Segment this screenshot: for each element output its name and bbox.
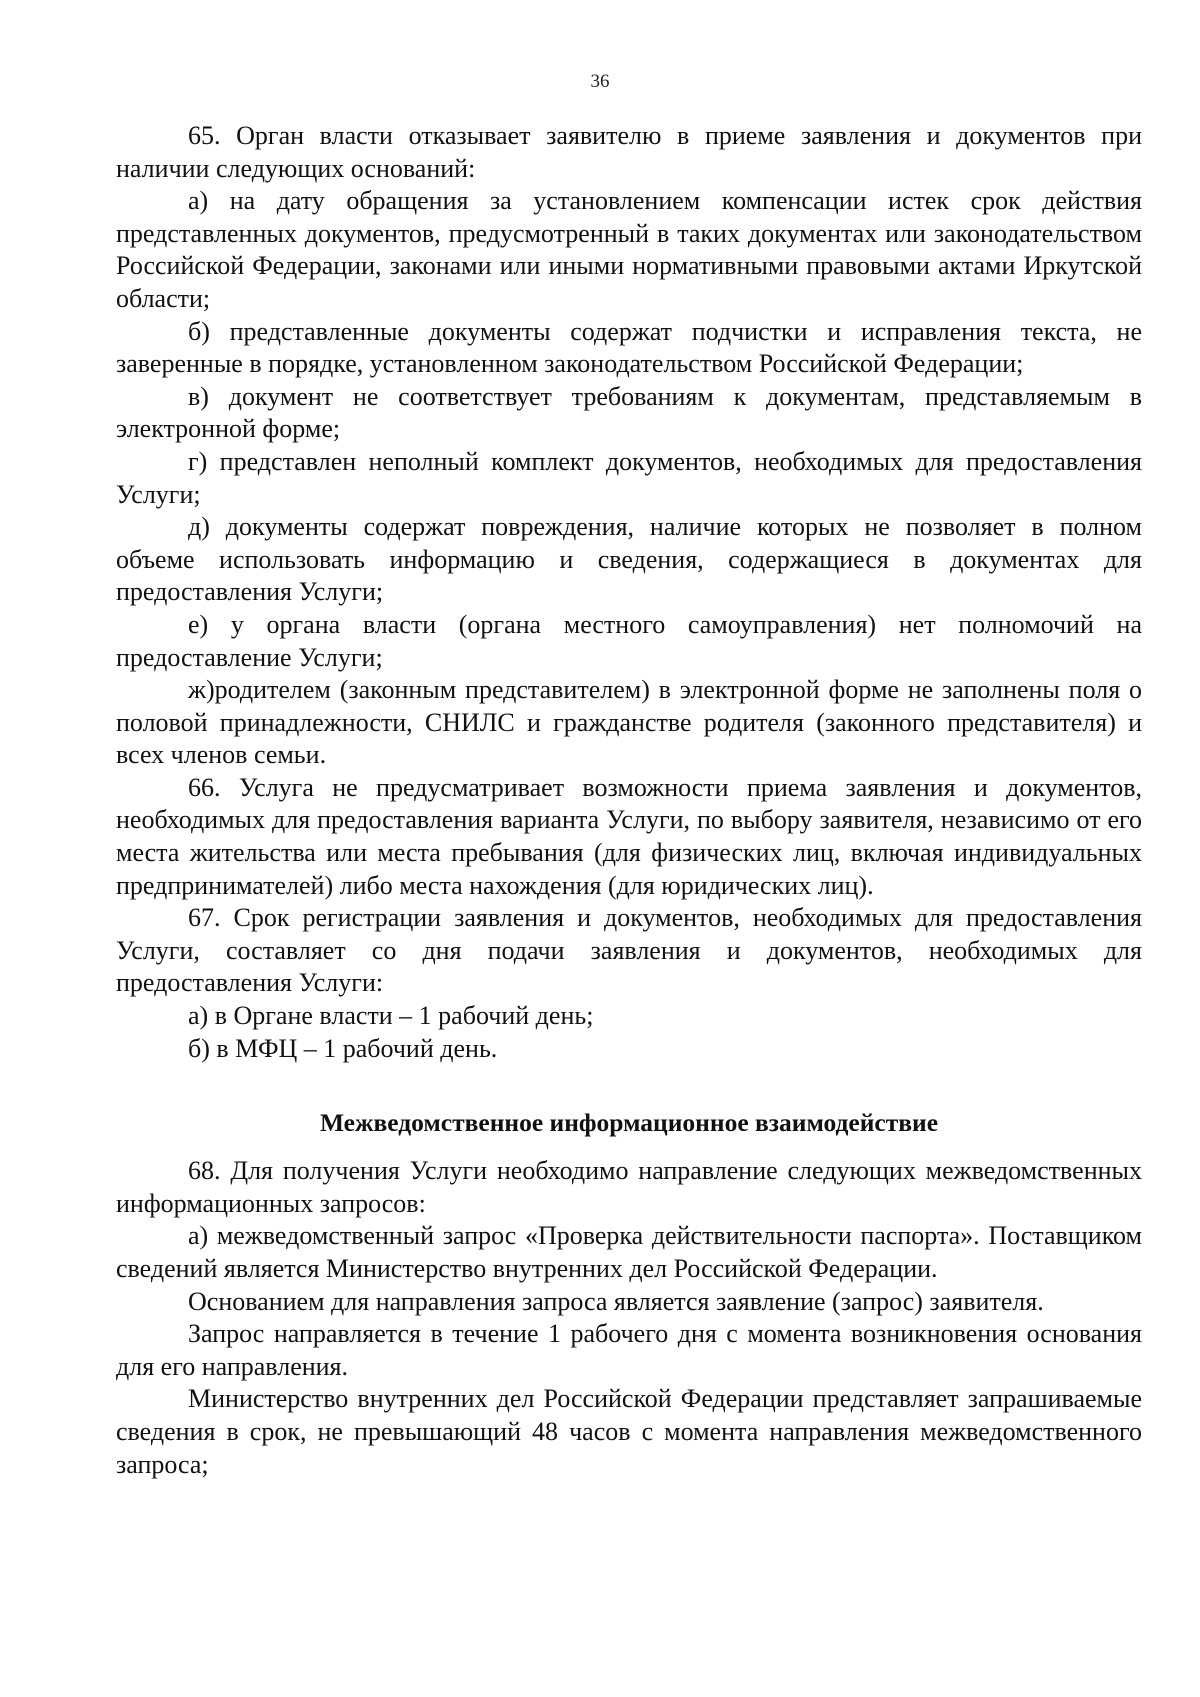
paragraph: б) в МФЦ – 1 рабочий день. xyxy=(188,1033,498,1063)
paragraph: 65. Орган власти отказывает заявителю в приеме заявления и документов при наличии следующих оснований: xyxy=(116,121,1142,183)
paragraph: ж)родителем (законным представителем) в электронной форме не заполнены поля о половой принадлежности, СНИЛС и гражданстве родителя (законного представителя) и всех членов семьи. xyxy=(116,675,1142,770)
paragraph: 66. Услуга не предусматривает возможности приема заявления и документов, необходимых для предоставления варианта Услуги, по выбору заявителя, независимо от его места жительства или места пребывания (для физических лиц, включая индивидуальных предпринимателей) либо места нахождения (для юридических лиц). xyxy=(116,772,1142,900)
page-number: 36 xyxy=(590,71,610,92)
paragraph: е) у органа власти (органа местного самоуправления) нет полномочий на предоставление Услуги; xyxy=(116,609,1142,672)
paragraph: б) представленные документы содержат подчистки и исправления текста, не заверенные в порядке, установленном законодательством Российской Федерации; xyxy=(116,316,1142,379)
paragraph: а) на дату обращения за установлением компенсации истек срок действия представленных документов, предусмотренный в таких документах или законодательством Российской Федерации, законами или иными нормативными правовыми актами Иркутской области; xyxy=(116,186,1142,313)
paragraph: г) представлен неполный комплект документов, необходимых для предоставления Услуги; xyxy=(116,446,1142,509)
paragraph: Запрос направляется в течение 1 рабочего дня с момента возникновения основания для его направления. xyxy=(116,1319,1142,1381)
paragraph: 67. Срок регистрации заявления и документов, необходимых для предоставления Услуги, составляет со дня подачи заявления и документов, необходимых для предоставления Услуги: xyxy=(116,903,1142,998)
paragraph: а) межведомственный запрос «Проверка действительности паспорта». Поставщиком сведений является Министерство внутренних дел Российской Федерации. xyxy=(116,1221,1142,1283)
paragraph: Министерство внутренних дел Российской Федерации представляет запрашиваемые сведения в срок, не превышающий 48 часов с момента направления межведомственного запроса; xyxy=(116,1384,1142,1479)
paragraph: Основанием для направления запроса является заявление (запрос) заявителя. xyxy=(188,1286,1044,1316)
document-body xyxy=(116,120,1142,1481)
paragraph: в) документ не соответствует требованиям к документам, представляемым в электронной форме; xyxy=(116,381,1142,444)
paragraph: а) в Органе власти – 1 рабочий день; xyxy=(188,1001,594,1031)
section-heading: Межведомственное информационное взаимодействие xyxy=(319,1108,939,1138)
paragraph: 68. Для получения Услуги необходимо направление следующих межведомственных информационных запросов: xyxy=(116,1156,1142,1218)
paragraph: д) документы содержат повреждения, наличие которых не позволяет в полном объеме использовать информацию и сведения, содержащиеся в документах для предоставления Услуги; xyxy=(116,512,1142,607)
